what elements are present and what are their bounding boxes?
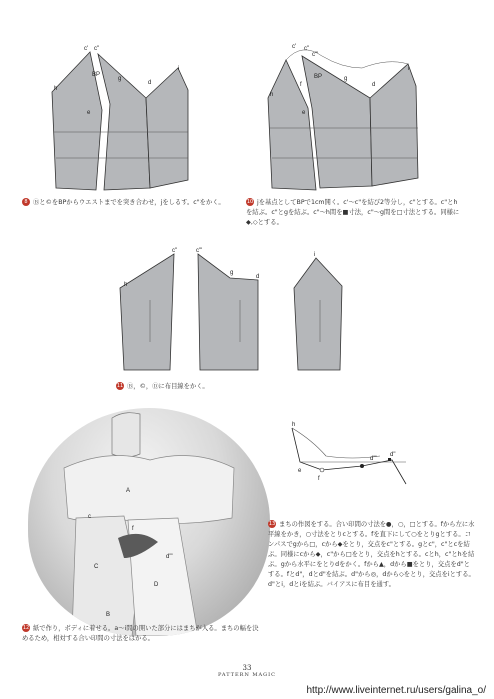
caption-text: Ⓑと©をBPからウエストまでを突き合わせ，jをしるす。c"をかく。 xyxy=(33,199,225,206)
step-marker: 12 xyxy=(22,625,30,631)
point-marker xyxy=(388,458,391,461)
label-c3: c" xyxy=(172,248,178,254)
label-d-piece: D xyxy=(154,582,159,588)
label-d2: d" xyxy=(390,452,396,458)
label-c: c xyxy=(88,514,91,520)
label-c1: c' xyxy=(84,46,89,52)
label-h: h xyxy=(292,422,296,428)
label-d3: d"' xyxy=(370,456,377,462)
book-title: PATTERN MAGIC xyxy=(218,672,276,678)
label-e: e xyxy=(87,110,91,116)
label-f: f xyxy=(132,526,134,532)
step-marker: 11 xyxy=(116,383,124,389)
step-marker: 8 xyxy=(22,198,30,206)
label-c2: c" xyxy=(304,46,310,52)
label-d: d xyxy=(372,82,376,88)
label-i: i xyxy=(408,66,410,72)
label-d: d xyxy=(256,274,260,280)
point-marker xyxy=(320,468,324,472)
label-g: g xyxy=(118,76,122,82)
label-f: f xyxy=(300,82,302,88)
label-a: A xyxy=(126,488,131,494)
label-f: f xyxy=(318,476,320,482)
label-i: i xyxy=(314,252,316,258)
caption-8 xyxy=(22,198,237,208)
label-h: h xyxy=(270,92,274,98)
label-h: h xyxy=(124,282,128,288)
label-bp: BP xyxy=(314,74,323,80)
label-c2: c" xyxy=(94,46,100,52)
label-e: e xyxy=(298,468,302,474)
label-e: e xyxy=(302,110,306,116)
caption-13 xyxy=(268,520,476,590)
point-marker xyxy=(360,464,364,468)
figure-2-piece xyxy=(370,64,418,186)
label-d3: d"' xyxy=(166,554,173,560)
label-d: d xyxy=(148,80,152,86)
figure-3-piece xyxy=(120,254,174,370)
caption-text: まちの作図をする。合い印間の寸法を●，○，□とする。fから左に水平線をかき，○寸法をとりcとする。fを直下にして○をとりgとする。コンパスでgから□，cから◆をとり，交点をc"とする。gとc"，c"とcを結ぶ。同様にcから◆，c"から□をとり，交点をhとする。cとh，c"とhを結ぶ。gから水平にをとりdをかく。fから▲，dから■をとり，交点をd"とする。fとd"，dとd"を結ぶ。d"から◎，dから◇をとり，交点をiとする。d"とi，dとiを結ぶ。バイアスに布目を通す。 xyxy=(268,521,475,588)
form-neck xyxy=(112,413,140,457)
caption-text: Ⓑ，©，Ⓓに布目線をかく。 xyxy=(127,383,209,390)
figure-1-piece xyxy=(146,68,188,188)
watermark-url: http://www.liveinternet.ru/users/galina_o/ xyxy=(306,685,486,696)
label-b: B xyxy=(106,612,111,618)
page-number: 33 xyxy=(242,664,252,672)
label-g: g xyxy=(344,76,348,82)
step-marker: 13 xyxy=(268,521,276,527)
label-bp: BP xyxy=(92,72,101,78)
figure-3-piece xyxy=(294,258,342,370)
figure-2-pattern xyxy=(262,38,432,203)
paper-panel xyxy=(72,516,138,636)
dress-form-illustration xyxy=(28,408,270,636)
caption-12 xyxy=(22,624,262,644)
step-marker: 10 xyxy=(246,199,254,205)
caption-11 xyxy=(116,382,316,392)
label-g: g xyxy=(230,270,234,276)
figure-3-piece xyxy=(198,254,258,370)
figure-3-pattern xyxy=(110,242,360,377)
figure-1-pattern xyxy=(40,40,200,200)
caption-text: jを基点としてBPで1cm開く。c'〜c"を結び2等分し，c"とする。c"とhを結ぶ。c"とgを結ぶ。c"〜h間を■寸法，c"〜g間を□寸法とする。同様に◆,◇とする。 xyxy=(246,199,460,226)
figure-5-gusset xyxy=(282,420,422,510)
label-i: i xyxy=(178,66,180,72)
dress-form-photo xyxy=(28,408,270,636)
label-c-piece: C xyxy=(94,564,99,570)
gusset-guide xyxy=(292,428,380,458)
label-c1: c' xyxy=(292,44,297,50)
label-c3: c"' xyxy=(196,248,203,254)
figure-1-piece xyxy=(98,54,150,190)
label-h: h xyxy=(54,86,58,92)
caption-10 xyxy=(246,198,461,228)
label-c3: c"' xyxy=(312,52,319,58)
gusset-outline xyxy=(292,428,406,484)
caption-text: 紙で作り，ボディに着せる。a〜i間の開いた部分にはまちが入る。まちの幅を決めるため，相対する合い印間の寸法をはかる。 xyxy=(22,625,259,642)
